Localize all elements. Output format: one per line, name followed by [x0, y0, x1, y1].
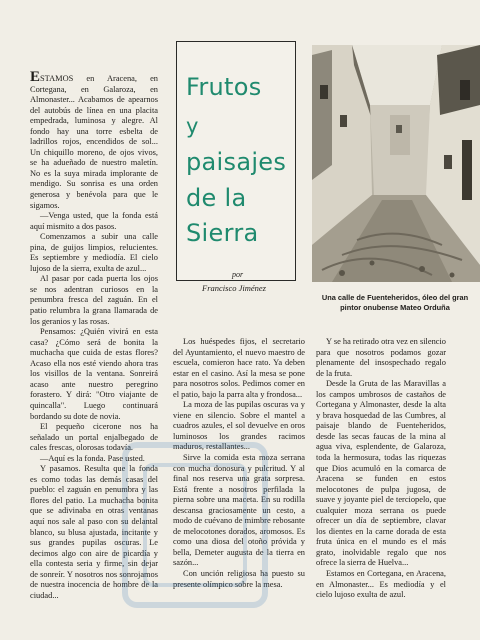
paragraph: La moza de las pupilas oscuras va y viene en silencio. Sobre el mantel a cuadros azules, el sol devuelve en oros luminosos los grandes racimos maduros, restallantes... — [173, 400, 305, 452]
paragraph: —Aquí es la fonda. Pase usted. — [40, 453, 145, 463]
paragraph: Los huéspedes fijos, el secretario del Ayuntamiento, el nuevo maestro de escuela, comieron hace rato. Ya deben estar en el casino. Así la mesa se pone para nosotros solos. Pedimos comer en el patio, bajo la parra alta y frondosa... — [173, 337, 305, 399]
paragraph: Y se ha retirado otra vez en silencio para que nosotros podamos gozar plenamente del insospechado regalo de la fruta. — [316, 337, 446, 378]
paragraph — [30, 69, 158, 211]
paragraph: Comenzamos a subir una calle pina, de guijos limpios, relucientes. Es septiembre y mediodía. El cielo lujoso de la sierra, exulta de azul... — [30, 232, 158, 273]
paragraph: Con unción religiosa ha puesto su presente olímpico sobre la mesa. — [173, 569, 305, 589]
paragraph: Pensamos: ¿Quién vivirá en esta casa? ¿Cómo será de bonita la muchacha que cuida de estas flores? Acaso ella nos esté viendo ahora tras los visillos de la ventana. Sonreirá acaso ante nuestro peregrino forastero. Y dirá: "Otro viajante de quincalla". Luego continuará bordando su dote de novia. — [30, 327, 158, 421]
title-line: Frutos — [186, 73, 262, 101]
byline-prefix: por — [232, 270, 244, 279]
drop-cap: E — [30, 69, 41, 85]
library-stamp-watermark — [120, 440, 270, 610]
paragraph-text: STAMOS en Aracena, en Corteganа, en Galaroza, en Almonaster... Acabamos de apearnos del autobús de línea en una placita empedrada, luminosa y alegre. Al fondo hay una torre esbelta de ladrillos rojos, encendidos de sol... Un chiquillo moreno, de ojos vivos, se ha adueñado de nuestro maletín. No es la suya mirada implorante de mendigo. Su sonrisa es una orden generosa y benévola para que le sigamos. — [30, 74, 158, 210]
paragraph: Al pasar por cada puerta los ojos se nos adentran curiosos en la penumbra fresca del zaguán. En el patio relumbra la grana llamarada de los geranios y las rosas. — [30, 274, 158, 326]
title-line: Sierra — [186, 219, 259, 247]
street-painting-illustration — [312, 45, 480, 282]
paragraph: El pequeño cicerone nos ha señalado un portal enjalbegado de cales frescas, olorosas todavía. — [30, 422, 158, 453]
painting-image — [312, 45, 480, 282]
paragraph: Desde la Gruta de las Maravillas a los campos umbrosos de castaños de Cortegana y Almonaster, desde la alta y brava hosquedad de las Cumbres, al paisaje blando de Fuenteheridos, desde las secas faucas de la mina al agua viva, esplendente, de Galaroza, toda la hermosura, todas las riquezas que Dios acumuló en la comarca de Aracena se funden en estos melocotones de pulpa jugosa, de suave y joyante piel de terciopelo, que cualquier moza serrana os puede ofrecer un día de septiembre, clavar los dientes en la carne dorada de esta fruta única en el mundo es el más grato, inolvidable regalo que nos ofrece la sierra de Huelva... — [316, 379, 446, 568]
photo-caption: Una calle de Fuenteheridos, óleo del gran pintor onubense Mateo Orduña — [321, 293, 469, 312]
title-line: de la — [186, 184, 247, 212]
paragraph: Sirve la comida esta moza serrana con mucha donosura y pulcritud. Y al final nos reserva una grata sorpresa. Está frente a nosotros perfilada la pierna sobre una maceta. En su rodilla descansa graciosamente un cesto, a modo de cuévano de mimbre rebosante de melocotones dorados, aromosos. Es como una diosa del otoño próvida y bella, Demeter augusta de la tierra en sazón... — [173, 453, 305, 568]
paragraph: Estamos en Cortegana, en Aracena, en Almonaster... Es mediodía y el cielo lujoso exulta de azul. — [316, 569, 446, 600]
author-name: Francisco Jiménez — [202, 283, 266, 293]
right-text-column — [316, 337, 446, 601]
paragraph: Y pasamos. Resulta que la fonda es como todas las demás casas del pueblo: el zaguán en penumbra y las flores del patio. La muchacha bonita que se adivinaba en otras ventanas aquí nos sale al paso con su delantal blanco, su blusa ajustada, incitante y sus grandes pupilas oscuras. Le decimos algo con aire de picardía y ella contesta seria y firme, sin dejar de sonreír. Y nosotros nos sonrojamos de nuestra inocencia de hombre de la ciudad... — [30, 464, 158, 600]
paragraph: —Venga usted, que la fonda está aquí mismito a dos pasos. — [30, 211, 158, 231]
title-line: paisajes — [186, 148, 287, 176]
title-line: y — [186, 114, 199, 138]
